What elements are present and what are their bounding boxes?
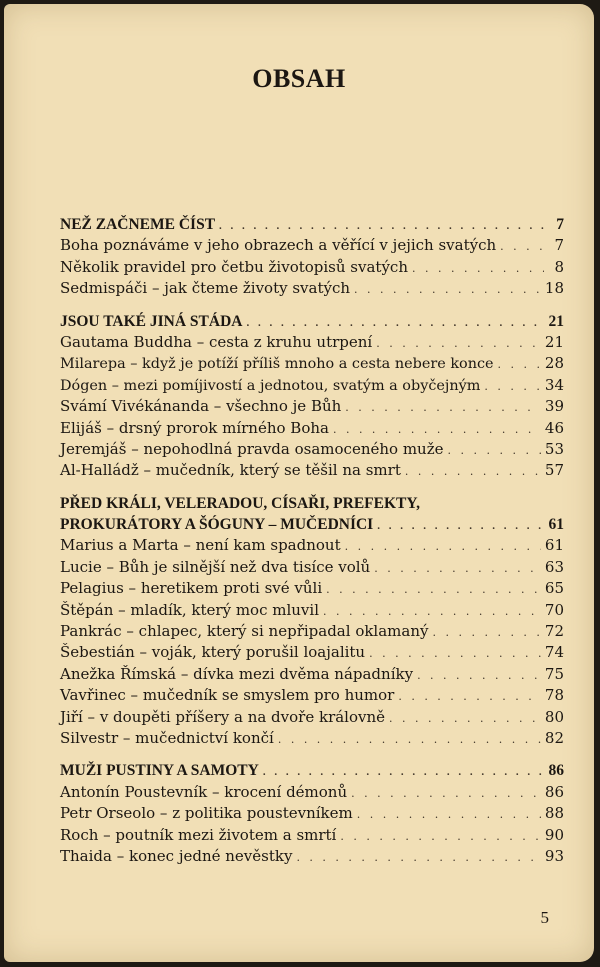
leader-dots [389,708,541,729]
entry-title: Lucie – Bůh je silnější než dva tisíce volů [60,557,371,576]
entry-title: Sedmispáči – jak čteme životy svatých [60,279,351,298]
table-of-contents [60,214,564,867]
leader-dots [405,461,541,482]
page-ref: 46 [544,418,564,437]
entry-title: Pelagius – heretikem proti své vůli [60,579,323,598]
toc-entry [60,685,564,706]
page-ref: 88 [544,804,564,823]
toc-entry [60,825,564,846]
entry-title: Al-Halládž – mučedník, který se těšil na smrt [60,461,401,480]
entry-title: Dógen – mezi pomíjivostí a jednotou, svatým a obyčejným [60,377,481,394]
book-page [4,4,594,962]
entry-title: Roch – poutník mezi životem a smrtí [60,825,337,844]
entry-title: Elijáš – drsný prorok mírného Boha [60,418,329,437]
page-ref: 72 [544,622,564,641]
leader-dots [354,279,541,300]
leader-dots [219,216,544,237]
page-ref: 78 [544,686,564,705]
entry-title: Štěpán – mladík, který moc mluvil [60,600,319,619]
section-title: NEŽ ZAČNEME ČÍST [60,216,216,233]
entry-title: Anežka Římská – dívka mezi dvěma nápadníky [60,664,414,683]
toc-entry [60,578,564,599]
toc-entry [60,439,564,460]
leader-dots [412,258,544,279]
toc-entry [60,707,564,728]
leader-dots [432,622,540,643]
page-ref: 86 [548,762,564,780]
page-ref: 80 [544,707,564,726]
leader-dots [263,762,544,783]
section-gap [60,482,564,493]
section-title: JSOU TAKÉ JINÁ STÁDA [60,312,243,330]
page-ref: 28 [544,354,564,373]
section-gap [60,749,564,760]
page-ref: 93 [544,846,564,865]
page-ref: 63 [544,557,564,576]
page-ref: 65 [544,579,564,598]
entry-title: Petr Orseolo – z politika poustevníkem [60,804,353,823]
toc-entry [60,278,564,299]
leader-dots [326,579,541,600]
page-ref: 18 [544,279,564,298]
toc-entry [60,257,564,278]
page-ref: 39 [544,397,564,416]
toc-entry [60,621,564,642]
leader-dots [500,236,544,257]
page-ref: 75 [544,664,564,683]
entry-title: Několik pravidel pro četbu životopisů svatých [60,257,408,276]
toc-entry [60,600,564,621]
page-ref: 82 [544,728,564,747]
leader-dots [351,783,541,804]
entry-title: Šebestián – voják, který porušil loajalitu [60,643,366,662]
page-title: OBSAH [252,64,346,93]
toc-entry [60,235,564,256]
section-heading [60,311,564,332]
page-ref: 57 [544,461,564,480]
page-ref: 74 [544,643,564,662]
entry-title: Milarepa – když je potíží příliš mnoho a cesta nebere konce [60,356,494,373]
toc-entry [60,353,564,374]
section-title: MUŽI PUSTINY A SAMOTY [60,762,259,780]
leader-dots [417,665,541,686]
page-ref: 7 [554,236,564,255]
toc-entry [60,332,564,353]
entry-title: Jiří – v doupěti příšery a na dvoře královně [60,707,386,726]
leader-dots [340,826,541,847]
leader-dots [369,643,541,664]
entry-title: Boha poznáváme v jeho obrazech a věřící v jejich svatých [60,236,497,255]
page-number: 5 [540,908,549,927]
toc-entry [60,375,564,396]
entry-title: Svámí Vivékánanda – všechno je Bůh [60,397,342,416]
leader-dots [345,536,541,557]
entry-title: Pankrác – chlapec, který si nepřipadal oklamaný [60,622,429,641]
page-ref: 53 [544,439,564,458]
page-ref: 7 [556,216,564,233]
section-title-line1: PŘED KRÁLI, VELERADOU, CÍSAŘI, PREFEKTY, [60,494,421,512]
toc-entry [60,460,564,481]
page-ref: 86 [544,782,564,801]
page-ref: 90 [544,825,564,844]
toc-entry [60,418,564,439]
entry-title: Jeremjáš – nepohodlná pravda osamoceného muže [60,439,444,458]
page-ref: 61 [544,536,564,555]
section-heading [60,214,564,235]
entry-title: Vavřinec – mučedník se smyslem pro humor [60,686,395,705]
page-ref: 8 [554,257,564,276]
section-heading [60,760,564,781]
leader-dots [296,847,540,868]
leader-dots [398,686,541,707]
leader-dots [484,376,541,397]
toc-entry [60,396,564,417]
leader-dots [448,440,541,461]
leader-dots [333,419,541,440]
leader-dots [498,354,541,375]
leader-dots [376,333,541,354]
section-heading [60,514,564,535]
leader-dots [323,601,541,622]
toc-entry [60,557,564,578]
toc-entry [60,642,564,663]
toc-entry [60,803,564,824]
entry-title: Marius a Marta – není kam spadnout [60,536,341,555]
page-ref: 21 [548,312,564,330]
toc-entry [60,846,564,867]
leader-dots [377,516,544,537]
toc-entry [60,782,564,803]
page-ref: 34 [544,375,564,394]
section-gap [60,300,564,311]
page-ref: 61 [548,516,564,534]
page-ref: 70 [544,600,564,619]
section-heading-line [60,493,564,514]
entry-title: Thaida – konec jedné nevěstky [60,846,293,865]
leader-dots [345,397,541,418]
page-ref: 21 [544,332,564,351]
leader-dots [246,313,544,334]
toc-entry [60,728,564,749]
toc-entry [60,535,564,556]
leader-dots [278,729,541,750]
leader-dots [374,558,541,579]
leader-dots [357,804,541,825]
entry-title: Antonín Poustevník – krocení démonů [60,782,348,801]
entry-title: Gautama Buddha – cesta z kruhu utrpení [60,332,373,351]
toc-entry [60,664,564,685]
entry-title: Silvestr – mučednictví končí [60,728,274,747]
section-title: PROKURÁTORY A ŠÓGUNY – MUČEDNÍCI [60,516,374,534]
